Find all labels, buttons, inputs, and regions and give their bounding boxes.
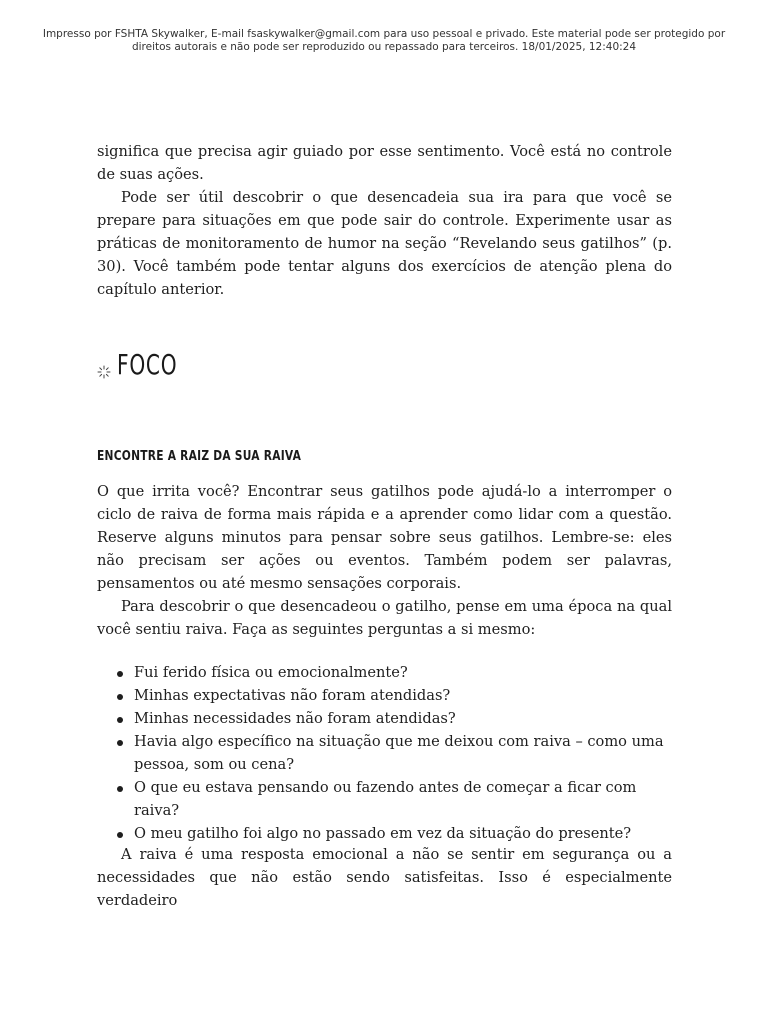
subsection-text: [97, 480, 672, 641]
sparkle-icon: [97, 365, 111, 379]
watermark-line-2: direitos autorais e não pode ser reproduzido ou repassado para terceiros. 18/01/2025, 12:40:24: [131, 41, 637, 53]
list-item: Havia algo específico na situação que me deixou com raiva – como uma pessoa, som ou cena?: [97, 730, 672, 776]
subsection-paragraph-3: A raiva é uma resposta emocional a não se sentir em segurança ou a necessidades que não estão sendo satisfeitas. Isso é especialmente verdadeiro: [97, 846, 672, 909]
print-watermark: [30, 28, 738, 54]
watermark-line-1: Impresso por FSHTA Skywalker, E-mail fsaskywalker@gmail.com para uso pessoal e privado. Este material pode ser protegido por: [42, 28, 726, 40]
closing-text: [97, 843, 672, 912]
list-item: Minhas expectativas não foram atendidas?: [97, 684, 672, 707]
section-title: FOCO: [117, 348, 178, 381]
section-heading: [97, 348, 201, 381]
subsection-paragraph-1: O que irrita você? Encontrar seus gatilhos pode ajudá-lo a interromper o ciclo de raiva de forma mais rápida e a aprender como lidar com a questão. Reserve alguns minutos para pensar sobre seus gatilhos. Lembre-se: eles não precisam ser ações ou eventos. Também podem ser palavras, pensamentos ou até mesmo sensações corporais.: [97, 483, 672, 592]
subsection-title: ENCONTRE A RAIZ DA SUA RAIVA: [97, 449, 302, 464]
list-item: Fui ferido física ou emocionalmente?: [97, 661, 672, 684]
list-item: O que eu estava pensando ou fazendo antes de começar a ficar com raiva?: [97, 776, 672, 822]
question-list: [97, 661, 672, 845]
list-item: Minhas necessidades não foram atendidas?: [97, 707, 672, 730]
intro-text: [97, 140, 672, 301]
subsection-paragraph-2: Para descobrir o que desencadeou o gatilho, pense em uma época na qual você sentiu raiva. Faça as seguintes perguntas a si mesmo:: [97, 598, 672, 638]
intro-paragraph-2: Pode ser útil descobrir o que desencadeia sua ira para que você se prepare para situações em que pode sair do controle. Experimente usar as práticas de monitoramento de humor na seção “Revelando seus gatilhos” (p. 30). Você também pode tentar alguns dos exercícios de atenção plena do capítulo anterior.: [97, 189, 672, 298]
list-item: O meu gatilho foi algo no passado em vez da situação do presente?: [97, 822, 672, 845]
intro-paragraph-1: significa que precisa agir guiado por esse sentimento. Você está no controle de suas ações.: [97, 143, 672, 183]
